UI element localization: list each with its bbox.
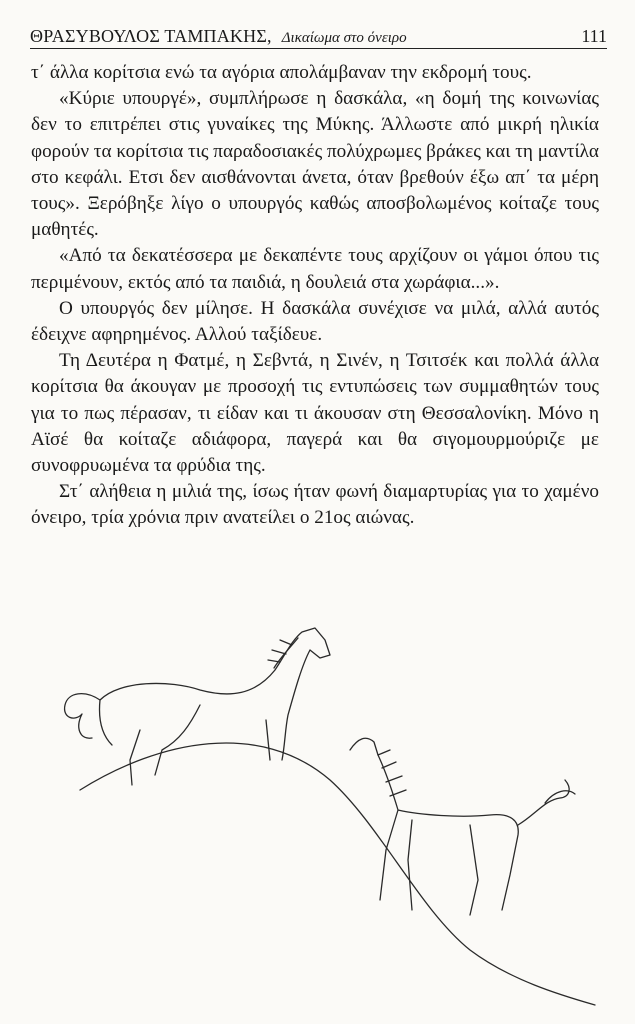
paragraph: «Κύριε υπουργέ», συμπλήρωσε η δασκάλα, «η δομή της κοινωνίας δεν το επιτρέπει στις γυναίκες της Μύκης. Άλλωστε από μικρή ηλικία φορούν τα κορίτσια τις παραδοσιακές πολύχρωμες βράκες και τη μαντίλα στο κεφάλι. Ετσι δεν αισθάνονται άνετα, όταν βρεθούν έξω απ΄ τα μέρη τους». Ξερόβηξε λίγο ο υπουργός καθώς αποσβολωμένος κοίταζε τους μαθητές. bbox=[31, 88, 599, 241]
book-title: Δικαίωμα στο όνειρο bbox=[281, 30, 407, 46]
body-text bbox=[31, 60, 599, 532]
running-header bbox=[30, 26, 607, 49]
author-name: ΘΡΑΣΥΒΟΥΛΟΣ ΤΑΜΠΑΚΗΣ, bbox=[30, 26, 272, 46]
right-horse-tail bbox=[518, 780, 575, 825]
horses-on-hill-drawing bbox=[40, 610, 600, 1010]
paragraph: τ΄ άλλα κορίτσια ενώ τα αγόρια απολάμβαναν την εκδρομή τους. bbox=[31, 62, 532, 83]
left-horse-tail bbox=[65, 694, 100, 739]
paragraph: «Από τα δεκατέσσερα με δεκαπέντε τους αρχίζουν οι γάμοι όπου τις περιμένουν, εκτός από τα παιδιά, η δουλειά στα χωράφια...». bbox=[31, 245, 599, 293]
hill-line bbox=[80, 743, 595, 1005]
paragraph: Ο υπουργός δεν μίλησε. Η δασκάλα συνέχισε να μιλά, αλλά αυτός έδειχνε αφηρημένος. Αλλού ταξίδευε. bbox=[31, 297, 599, 346]
paragraph: Τη Δευτέρα η Φατμέ, η Σεβντά, η Σινέν, η Τσιτσέκ και πολλά άλλα κορίτσια θα άκουγαν με προσοχή τις εντυπώσεις των συμμαθητών τους για το πως πέρασαν, τι είδαν και τι άκουσαν στη Θεσσαλονίκη. Μόνο η Αϊσέ θα κοίταζε αδιάφορα, παγερά και θα σιγομουρμούριζε με συνοφρυωμένα τα φρύδια της. bbox=[31, 350, 599, 477]
right-horse-outline bbox=[350, 738, 518, 915]
page-number: 111 bbox=[581, 26, 607, 46]
horse-sketch-illustration bbox=[40, 610, 600, 1010]
paragraph: Στ΄ αλήθεια η μιλιά της, ίσως ήταν φωνή διαμαρτυρίας για το χαμένο όνειρο, τρία χρόνια πριν ανατείλει ο 21ος αιώνας. bbox=[31, 481, 599, 529]
left-horse-mane bbox=[268, 638, 298, 668]
